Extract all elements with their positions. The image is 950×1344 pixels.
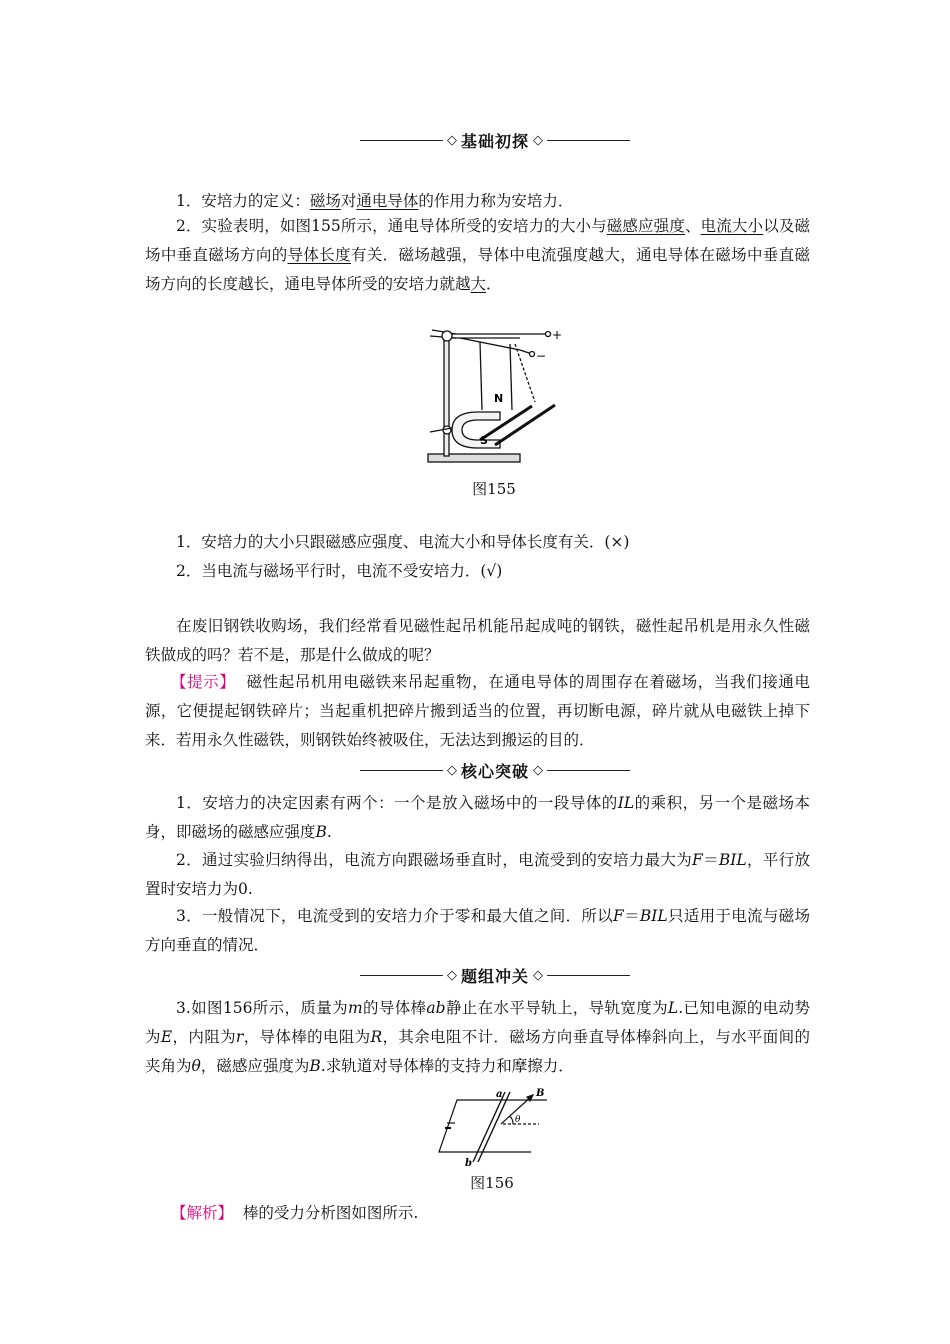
math-f: F <box>613 907 624 925</box>
math-b: B <box>309 1057 321 1075</box>
header-rule-right <box>547 140 630 141</box>
header-rule-right <box>547 975 630 976</box>
label-n: N <box>494 392 504 405</box>
text: . <box>326 823 332 841</box>
basics-paragraph-2 <box>145 212 810 299</box>
math-bil: BIL <box>718 851 747 869</box>
diamond-icon: ◇ <box>533 967 544 983</box>
label-a: a <box>496 1089 503 1100</box>
text: 以及磁场中垂直磁场方向的 <box>145 217 810 264</box>
problem-3 <box>145 994 810 1081</box>
analysis-text: 棒的受力分析图如图所示. <box>242 1204 419 1222</box>
header-rule-left <box>360 140 443 141</box>
text: ，导体棒的电阻为 <box>243 1028 371 1046</box>
figure-156-rails <box>435 1088 555 1168</box>
hint-paragraph <box>145 668 810 755</box>
text: 2．通过实验归纳得出，电流方向跟磁场垂直时，电流受到的安培力最大为 <box>176 851 693 869</box>
math-b: B <box>315 823 327 841</box>
header-rule-left <box>360 770 443 771</box>
section-title: 题组冲关 <box>461 966 530 986</box>
text: ． <box>486 275 502 293</box>
judgment-1: 1．安培力的大小只跟磁感应强度、电流大小和导体长度有关．(×) <box>176 533 630 551</box>
math-theta: θ <box>191 1057 201 1075</box>
section-header-core <box>360 758 630 782</box>
text: ，其余电阻不计．磁场方向垂直导体棒斜向上，与水平面间的夹角为 <box>145 1028 810 1075</box>
core-paragraph-1 <box>145 789 810 847</box>
text: .已知电源的电动势为 <box>145 999 810 1046</box>
blank-answer: 电流大小 <box>700 217 764 235</box>
analysis-paragraph <box>145 1199 810 1228</box>
section-title: 核心突破 <box>461 761 530 781</box>
core-paragraph-2 <box>145 846 810 904</box>
hint-text: 磁性起吊机用电磁铁来吊起重物，在通电导体的周围存在着磁场，当我们接通电源，它便提起钢铁碎片；当起重机把碎片搬到适当的位置，再切断电源，碎片就从电磁铁上掉下来．若用永久性磁铁，则钢铁始终被吸住，无法达到搬运的目的． <box>145 673 810 749</box>
text: 只适用于电流与磁场方向垂直的情况． <box>145 907 810 954</box>
section-header-drills <box>360 963 630 987</box>
section-title: 基础初探 <box>461 131 530 151</box>
label-b: b <box>465 1158 472 1169</box>
math-e: E <box>160 1028 173 1046</box>
text: 的乘积，另一个是磁场本身，即磁场的磁感应强度 <box>145 794 810 841</box>
math-f: F <box>692 851 703 869</box>
diamond-icon: ◇ <box>447 762 457 778</box>
diamond-icon: ◇ <box>533 132 544 148</box>
math-eq: ＝ <box>702 851 719 869</box>
blank-answer: 通电导体 <box>356 192 419 210</box>
header-rule-right <box>547 770 630 771</box>
text: 、 <box>684 217 701 235</box>
thinking-question: 在废旧钢铁收购场，我们经常看见磁性起吊机能吊起成吨的钢铁，磁性起吊机是用永久性磁铁做成的吗？若不是，那是什么做成的呢？ <box>145 617 810 664</box>
text: ，磁感应强度为 <box>200 1057 310 1075</box>
blank-answer: 磁场 <box>309 192 341 210</box>
math-eq: ＝ <box>623 907 640 925</box>
blank-answer: 磁感应强度 <box>606 217 685 235</box>
analysis-tag: 【解析】 <box>171 1204 234 1222</box>
math-ab: ab <box>426 999 446 1017</box>
label-s: S <box>480 434 488 447</box>
text: 1．安培力的决定因素有两个：一个是放入磁场中的一段导体的 <box>176 794 618 812</box>
text: 3．一般情况下，电流受到的安培力介于零和最大值之间．所以 <box>176 907 613 925</box>
text: 的作用力称为安培力． <box>418 192 574 210</box>
header-rule-left <box>360 975 443 976</box>
figure-155-caption: 图155 <box>472 480 516 498</box>
text: 对 <box>340 192 357 210</box>
text: .求轨道对导体棒的支持力和摩擦力． <box>320 1057 574 1075</box>
math-r: r <box>235 1028 244 1046</box>
figure-156-caption: 图156 <box>470 1174 514 1192</box>
math-il: IL <box>617 794 635 812</box>
diamond-icon: ◇ <box>533 762 544 778</box>
text: ，内阻为 <box>172 1028 236 1046</box>
text: 有关．磁场越强，导体中电流强度越大，通电导体在磁场中垂直磁场方向的长度越长，通电导体所受的安培力就越 <box>145 246 810 293</box>
diamond-icon: ◇ <box>447 132 457 148</box>
label-field-b: B <box>536 1088 545 1099</box>
blank-answer: 导体长度 <box>287 246 351 264</box>
judgment-2: 2．当电流与磁场平行时，电流不受安培力．(√) <box>176 562 503 580</box>
figure-155-apparatus <box>420 320 570 470</box>
label-minus: − <box>536 349 547 363</box>
core-paragraph-3 <box>145 902 810 960</box>
math-m: m <box>347 999 363 1017</box>
math-bil: BIL <box>639 907 668 925</box>
text: 1．安培力的定义： <box>176 192 310 210</box>
text: 3.如图156所示，质量为 <box>176 999 348 1017</box>
diamond-icon: ◇ <box>447 967 457 983</box>
label-plus: + <box>552 328 563 342</box>
text: ，平行放置时安培力为0. <box>145 851 810 898</box>
math-l: L <box>667 999 679 1017</box>
text: 2．实验表明，如图155所示，通电导体所受的安培力的大小与 <box>176 217 607 235</box>
text: 静止在水平导轨上，导轨宽度为 <box>445 999 668 1017</box>
text: 的导体棒 <box>362 999 427 1017</box>
hint-tag: 【提示】 <box>171 673 236 691</box>
label-theta: θ <box>515 1115 521 1125</box>
section-header-basics <box>360 128 630 152</box>
blank-answer: 大 <box>470 275 487 293</box>
math-r-big: R <box>370 1028 383 1046</box>
